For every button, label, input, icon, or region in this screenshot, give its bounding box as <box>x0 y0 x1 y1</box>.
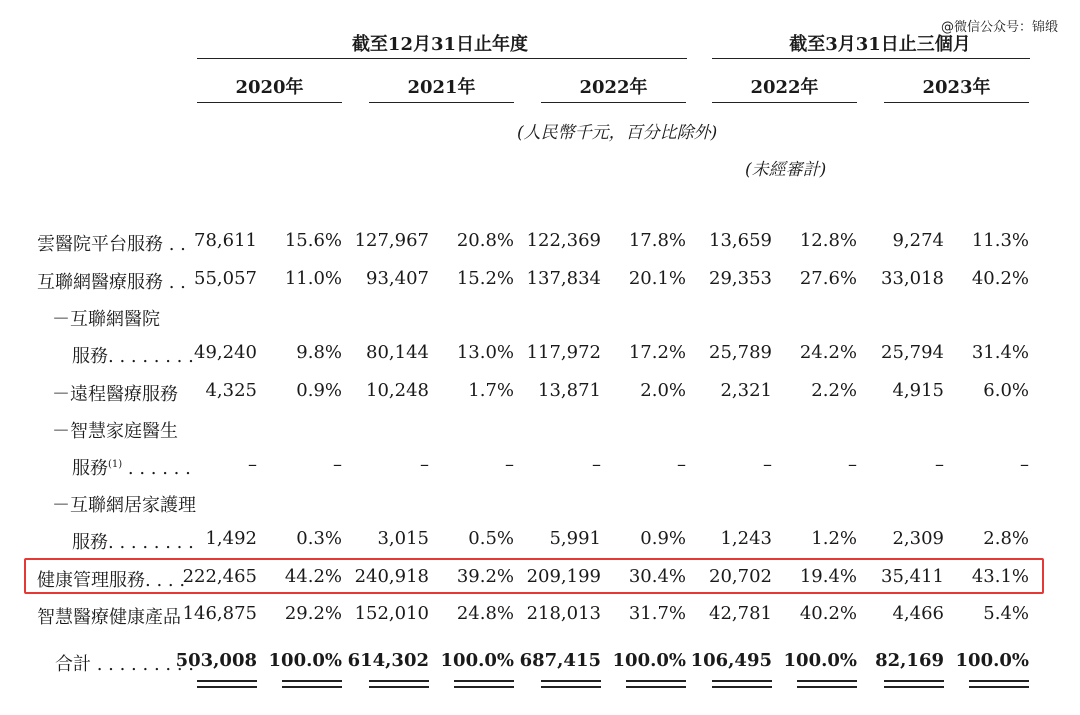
group-header-fiscal-year: 截至12月31日止年度 <box>351 34 529 55</box>
row-label-internet-hospital-services: 服務. . . . . . . . <box>72 346 194 367</box>
table-cell: 24.2% <box>799 342 857 363</box>
year-rule-2023-q <box>884 102 1029 103</box>
total-underline-2023q-value <box>884 680 944 688</box>
row-label-smart-health-products: 智慧醫療健康產品 <box>37 607 181 628</box>
table-cell: 4,915 <box>892 380 944 401</box>
total-underline-2021-value <box>369 680 429 688</box>
total-cell: 614,302 <box>347 650 429 671</box>
table-cell: 137,834 <box>526 268 601 289</box>
table-cell: 33,018 <box>881 268 944 289</box>
table-cell: 15.2% <box>456 268 514 289</box>
group-rule-three-months <box>712 58 1030 59</box>
table-cell: – <box>592 454 601 475</box>
table-cell: 35,411 <box>881 566 944 587</box>
table-cell: 1.7% <box>468 380 514 401</box>
table-cell: 0.5% <box>468 528 514 549</box>
table-cell: 2,321 <box>720 380 772 401</box>
table-cell: 20.8% <box>456 230 514 251</box>
table-cell: 24.8% <box>456 603 514 624</box>
table-cell: 11.0% <box>284 268 342 289</box>
row-label-smart-family-doctor: －智慧家庭醫生 <box>52 421 178 442</box>
table-cell: 27.6% <box>799 268 857 289</box>
table-cell: 9.8% <box>296 342 342 363</box>
row-label-telemedicine: －遠程醫療服務 <box>52 384 178 405</box>
table-cell: 0.9% <box>640 528 686 549</box>
table-cell: 13,659 <box>709 230 772 251</box>
table-cell: 240,918 <box>354 566 429 587</box>
table-cell: 78,611 <box>194 230 257 251</box>
table-cell: – <box>848 454 857 475</box>
table-cell: 31.7% <box>628 603 686 624</box>
year-header-2023-q: 2023年 <box>922 77 991 98</box>
table-cell: – <box>248 454 257 475</box>
table-cell: 218,013 <box>526 603 601 624</box>
table-cell: 209,199 <box>526 566 601 587</box>
table-cell: 5,991 <box>549 528 601 549</box>
row-label-home-nursing-services: 服務. . . . . . . . <box>72 532 194 553</box>
table-cell: 20,702 <box>709 566 772 587</box>
year-rule-2022-fy <box>541 102 686 103</box>
total-cell: 100.0% <box>783 650 857 671</box>
year-header-2022-q: 2022年 <box>750 77 819 98</box>
group-header-three-months: 截至3月31日止三個月 <box>789 34 971 55</box>
table-cell: 17.8% <box>628 230 686 251</box>
unaudited-note: (未經審計) <box>745 160 827 180</box>
total-underline-2020-pct <box>282 680 342 688</box>
table-cell: 12.8% <box>799 230 857 251</box>
group-rule-fiscal-year <box>197 58 687 59</box>
total-underline-2022q-pct <box>797 680 857 688</box>
row-label-total: 合計 . . . . . . . . . <box>55 654 194 675</box>
table-cell: 127,967 <box>354 230 429 251</box>
table-cell: 0.9% <box>296 380 342 401</box>
total-cell: 687,415 <box>519 650 601 671</box>
footnote-marker: (1) <box>108 459 123 470</box>
unit-note: (人民幣千元，百分比除外) <box>517 123 718 143</box>
table-cell: 39.2% <box>456 566 514 587</box>
table-cell: 1,243 <box>720 528 772 549</box>
table-cell: 49,240 <box>194 342 257 363</box>
year-header-2020: 2020年 <box>235 77 304 98</box>
table-cell: – <box>677 454 686 475</box>
table-cell: 13.0% <box>456 342 514 363</box>
table-cell: 17.2% <box>628 342 686 363</box>
table-cell: 2.0% <box>640 380 686 401</box>
row-label-health-management: 健康管理服務. . . . <box>37 570 186 591</box>
table-cell: 15.6% <box>284 230 342 251</box>
row-label-dots: . . . . . . <box>122 458 191 479</box>
table-cell: 2,309 <box>892 528 944 549</box>
table-cell: 146,875 <box>182 603 257 624</box>
table-cell: – <box>505 454 514 475</box>
table-cell: 2.2% <box>811 380 857 401</box>
table-cell: 10,248 <box>366 380 429 401</box>
table-cell: – <box>1020 454 1029 475</box>
total-underline-2020-value <box>197 680 257 688</box>
table-cell: 31.4% <box>971 342 1029 363</box>
total-cell: 82,169 <box>875 650 944 671</box>
table-cell: 5.4% <box>983 603 1029 624</box>
row-label-text: 服務 <box>72 458 108 479</box>
year-header-2021: 2021年 <box>407 77 476 98</box>
total-underline-2023q-pct <box>969 680 1029 688</box>
table-cell: 9,274 <box>892 230 944 251</box>
row-label-internet-hospital: －互聯網醫院 <box>52 309 160 330</box>
watermark-text: @微信公众号：锦缎 <box>940 20 1058 35</box>
table-cell: 1,492 <box>205 528 257 549</box>
table-cell: 222,465 <box>182 566 257 587</box>
total-cell: 106,495 <box>690 650 772 671</box>
table-cell: 29.2% <box>284 603 342 624</box>
row-label-cloud-hospital-platform: 雲醫院平台服務 . . <box>37 234 186 255</box>
total-underline-2021-pct <box>454 680 514 688</box>
table-cell: – <box>763 454 772 475</box>
table-cell: 1.2% <box>811 528 857 549</box>
table-cell: 20.1% <box>628 268 686 289</box>
table-cell: 93,407 <box>366 268 429 289</box>
year-rule-2021 <box>369 102 514 103</box>
total-underline-2022-pct <box>626 680 686 688</box>
year-rule-2020 <box>197 102 342 103</box>
table-cell: – <box>420 454 429 475</box>
total-underline-2022q-value <box>712 680 772 688</box>
table-cell: 4,466 <box>892 603 944 624</box>
table-cell: 43.1% <box>971 566 1029 587</box>
table-cell: 2.8% <box>983 528 1029 549</box>
table-cell: 3,015 <box>377 528 429 549</box>
table-cell: 0.3% <box>296 528 342 549</box>
table-cell: 29,353 <box>709 268 772 289</box>
year-header-2022-fy: 2022年 <box>579 77 648 98</box>
table-cell: 11.3% <box>971 230 1029 251</box>
table-cell: 40.2% <box>799 603 857 624</box>
table-cell: 6.0% <box>983 380 1029 401</box>
total-cell: 100.0% <box>268 650 342 671</box>
table-cell: 55,057 <box>194 268 257 289</box>
table-cell: 42,781 <box>709 603 772 624</box>
table-cell: 13,871 <box>538 380 601 401</box>
row-label-home-nursing: －互聯網居家護理 <box>52 495 196 516</box>
table-cell: 19.4% <box>799 566 857 587</box>
table-cell: 4,325 <box>205 380 257 401</box>
total-cell: 503,008 <box>175 650 257 671</box>
total-cell: 100.0% <box>955 650 1029 671</box>
total-cell: 100.0% <box>612 650 686 671</box>
table-cell: 30.4% <box>628 566 686 587</box>
table-cell: 152,010 <box>354 603 429 624</box>
total-cell: 100.0% <box>440 650 514 671</box>
year-rule-2022-q <box>712 102 857 103</box>
table-cell: 25,789 <box>709 342 772 363</box>
table-cell: 25,794 <box>881 342 944 363</box>
table-cell: 117,972 <box>526 342 601 363</box>
table-cell: 40.2% <box>971 268 1029 289</box>
table-cell: 44.2% <box>284 566 342 587</box>
table-cell: 80,144 <box>366 342 429 363</box>
table-cell: – <box>935 454 944 475</box>
row-label-internet-medical-services: 互聯網醫療服務 . . <box>37 272 186 293</box>
total-underline-2022-value <box>541 680 601 688</box>
table-cell: 122,369 <box>526 230 601 251</box>
table-cell: – <box>333 454 342 475</box>
